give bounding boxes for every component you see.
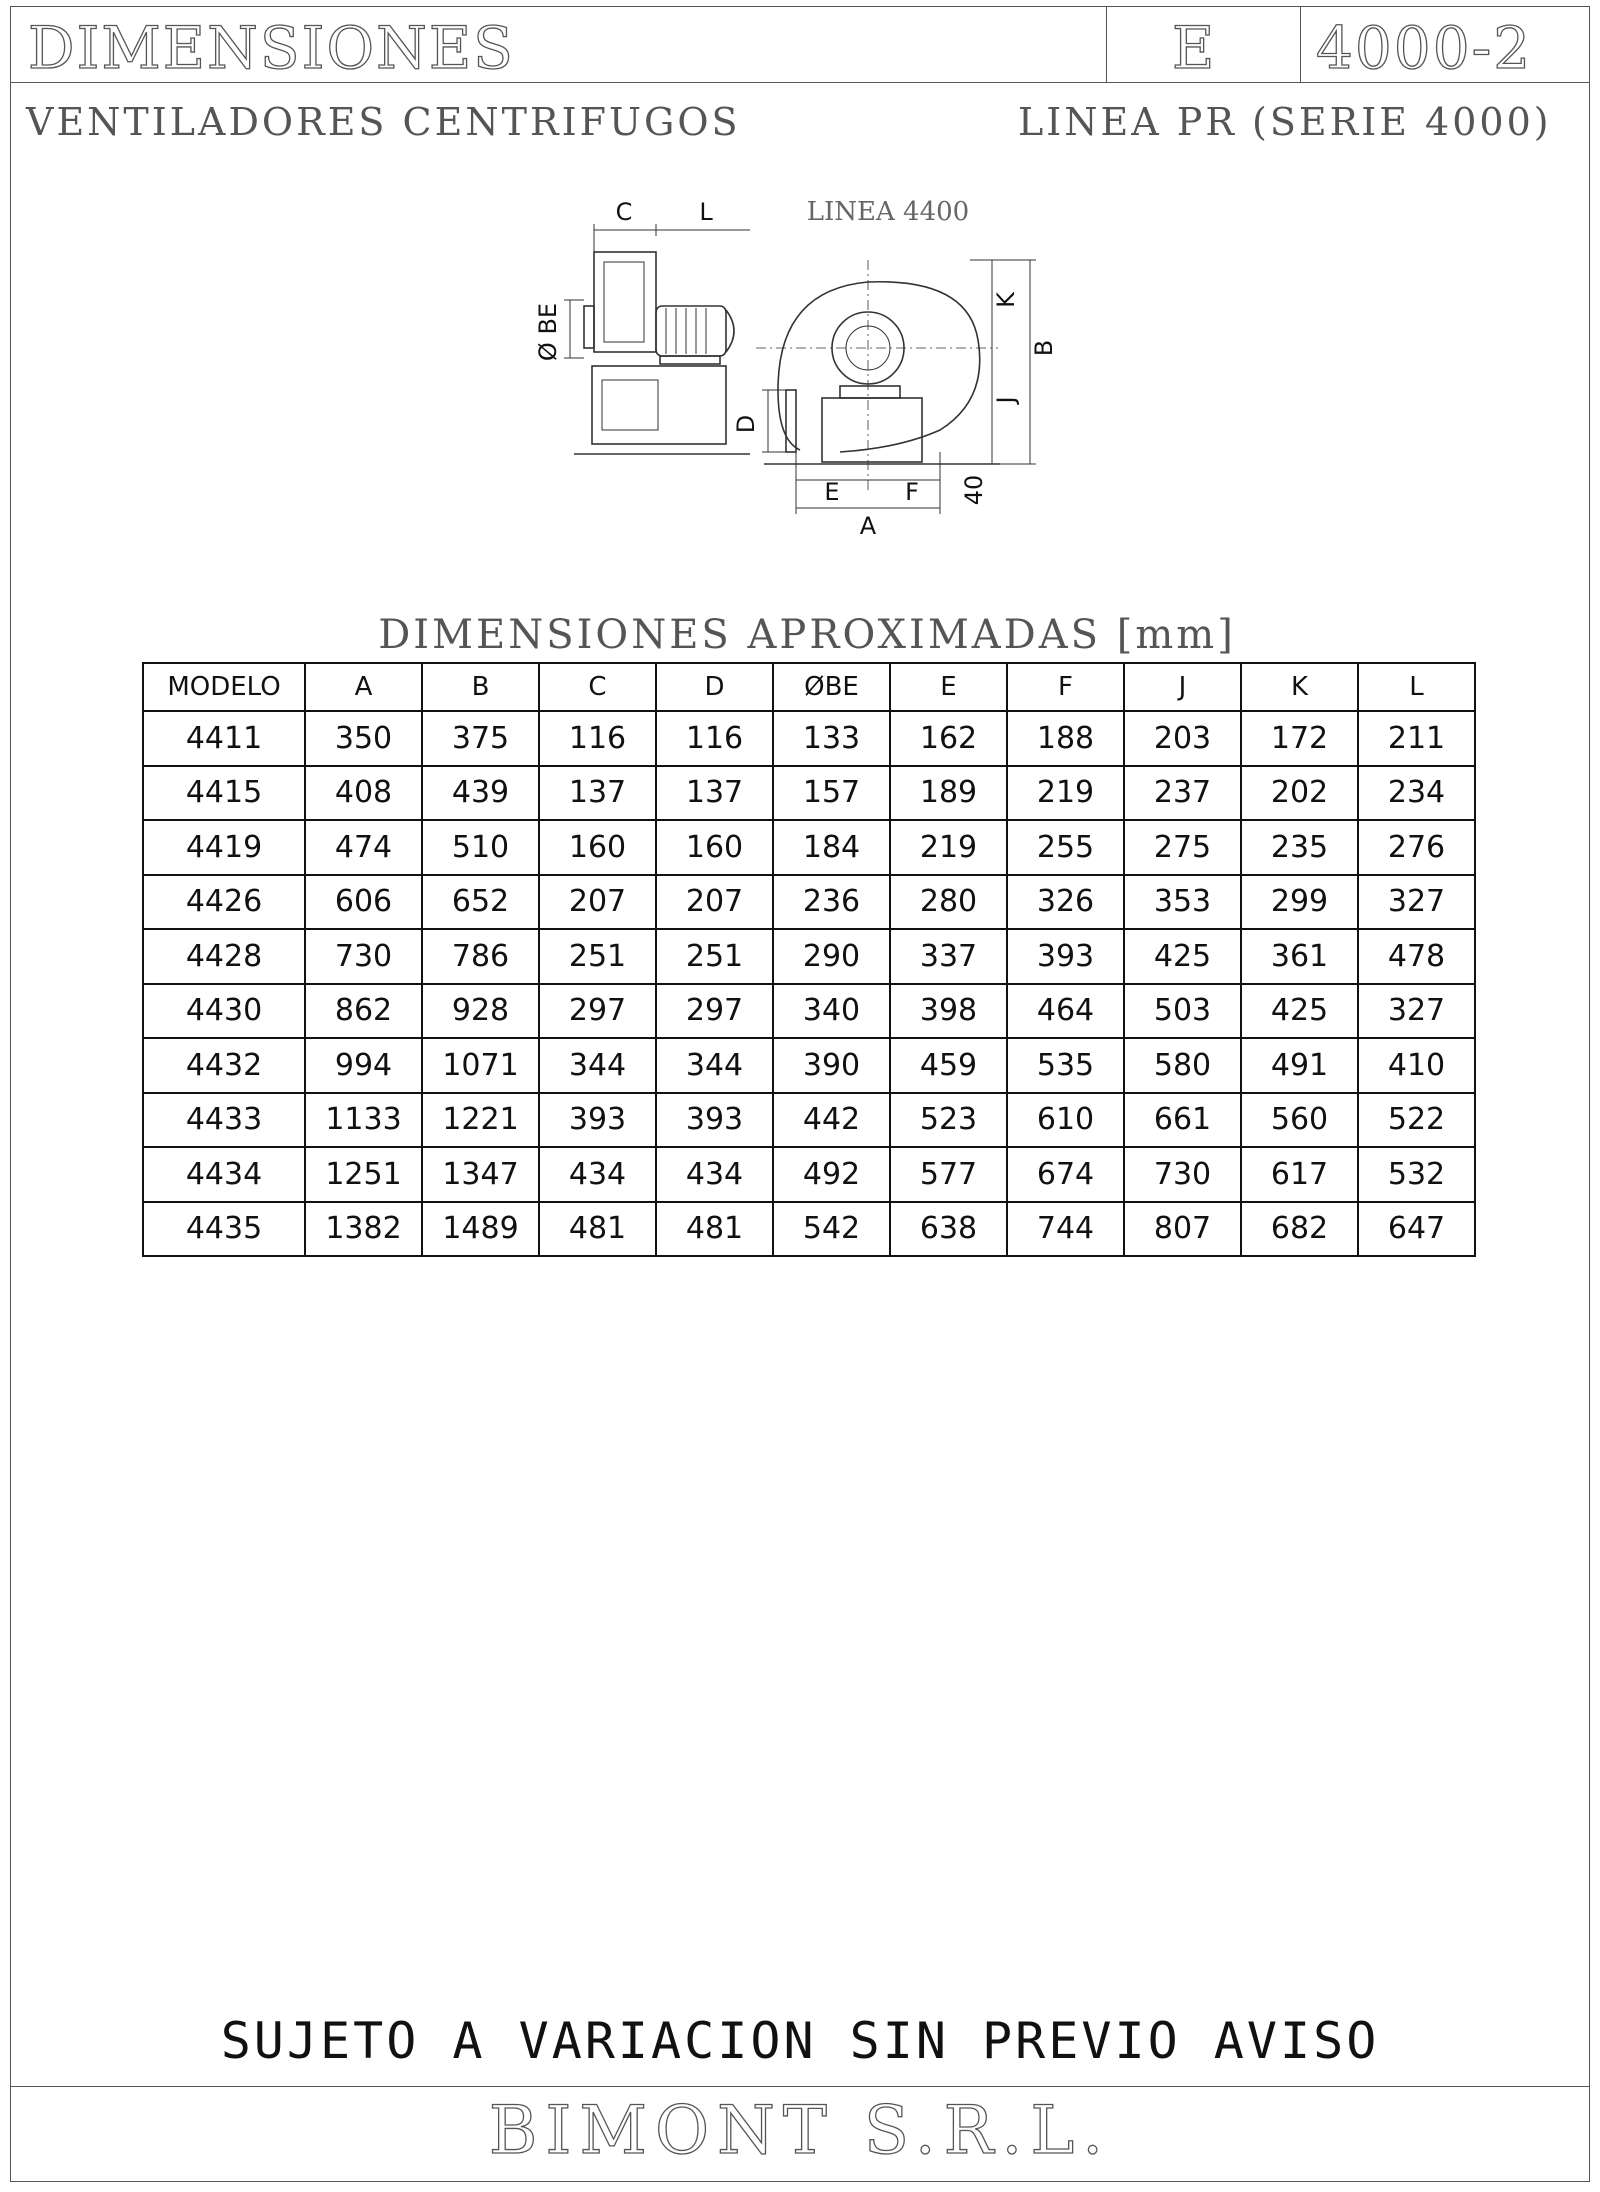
dimension-cell: 116 [656, 711, 773, 766]
dimension-cell: 862 [305, 984, 422, 1039]
disclaimer-notice: SUJETO A VARIACION SIN PREVIO AVISO [220, 2012, 1380, 2070]
dimension-cell: 219 [890, 820, 1007, 875]
dimension-cell: 344 [539, 1038, 656, 1093]
dimension-cell: 410 [1358, 1038, 1475, 1093]
title-divider-vertical [1300, 6, 1301, 82]
model-cell: 4426 [143, 875, 305, 930]
dimension-cell: 522 [1358, 1093, 1475, 1148]
dimension-cell: 290 [773, 929, 890, 984]
dimension-cell: 503 [1124, 984, 1241, 1039]
dimension-cell: 1133 [305, 1093, 422, 1148]
dimension-cell: 1347 [422, 1147, 539, 1202]
column-header-d: D [656, 663, 773, 711]
table-row [143, 1093, 1475, 1148]
dimension-cell: 211 [1358, 711, 1475, 766]
table-row [143, 1147, 1475, 1202]
column-header-obe: ØBE [773, 663, 890, 711]
model-cell: 4432 [143, 1038, 305, 1093]
dimension-cell: 459 [890, 1038, 1007, 1093]
dimension-cell: 398 [890, 984, 1007, 1039]
column-header-j: J [1124, 663, 1241, 711]
dimension-label-d: D [732, 414, 760, 434]
front-view-pedestal [822, 398, 922, 462]
model-cell: 4419 [143, 820, 305, 875]
table-row [143, 929, 1475, 984]
dimension-cell: 275 [1124, 820, 1241, 875]
dimension-cell: 652 [422, 875, 539, 930]
dimension-cell: 434 [656, 1147, 773, 1202]
product-category: VENTILADORES CENTRIFUGOS [26, 100, 741, 144]
dimension-cell: 439 [422, 766, 539, 821]
table-row [143, 820, 1475, 875]
page-title: DIMENSIONES [28, 14, 515, 82]
table-row [143, 711, 1475, 766]
table-row [143, 984, 1475, 1039]
model-cell: 4430 [143, 984, 305, 1039]
dimension-label-b: B [1030, 339, 1058, 357]
dimension-cell: 928 [422, 984, 539, 1039]
dimension-cell: 299 [1241, 875, 1358, 930]
dimension-label-obe: Ø BE [534, 302, 562, 362]
dimension-cell: 408 [305, 766, 422, 821]
dimension-cell: 137 [656, 766, 773, 821]
dimension-cell: 606 [305, 875, 422, 930]
dimension-cell: 189 [890, 766, 1007, 821]
dimension-cell: 116 [539, 711, 656, 766]
dimension-cell: 1382 [305, 1202, 422, 1257]
dimension-cell: 202 [1241, 766, 1358, 821]
dimension-cell: 425 [1241, 984, 1358, 1039]
column-header-k: K [1241, 663, 1358, 711]
dimension-label-k: K [992, 292, 1020, 308]
side-view-inlet-flange [584, 306, 594, 348]
dimension-label-a: A [859, 512, 877, 540]
dimension-cell: 474 [305, 820, 422, 875]
dimension-label-f: F [905, 478, 919, 506]
dimension-cell: 337 [890, 929, 1007, 984]
dimension-cell: 236 [773, 875, 890, 930]
dimension-cell: 327 [1358, 984, 1475, 1039]
model-cell: 4433 [143, 1093, 305, 1148]
column-header-b: B [422, 663, 539, 711]
dimension-cell: 730 [305, 929, 422, 984]
dimension-cell: 393 [1007, 929, 1124, 984]
dimension-cell: 638 [890, 1202, 1007, 1257]
dimension-cell: 297 [656, 984, 773, 1039]
side-view-housing [594, 252, 656, 352]
dimension-cell: 481 [656, 1202, 773, 1257]
dimension-cell: 647 [1358, 1202, 1475, 1257]
dimension-cell: 744 [1007, 1202, 1124, 1257]
dimension-cell: 786 [422, 929, 539, 984]
dimension-cell: 730 [1124, 1147, 1241, 1202]
footer-divider [10, 2086, 1590, 2087]
dimension-cell: 133 [773, 711, 890, 766]
dimension-cell: 160 [656, 820, 773, 875]
title-divider [10, 82, 1590, 83]
dimension-cell: 1489 [422, 1202, 539, 1257]
dimension-cell: 235 [1241, 820, 1358, 875]
dimension-label-l: L [699, 198, 713, 226]
dimension-label-e: E [824, 478, 840, 506]
dimension-cell: 184 [773, 820, 890, 875]
dimension-cell: 617 [1241, 1147, 1358, 1202]
dimension-cell: 393 [539, 1093, 656, 1148]
dimension-cell: 491 [1241, 1038, 1358, 1093]
dimension-cell: 577 [890, 1147, 1007, 1202]
title-divider-vertical [1106, 6, 1107, 82]
fan-dimension-drawing [520, 190, 1120, 550]
dimension-label-j: J [992, 396, 1020, 404]
product-line: LINEA PR (SERIE 4000) [1018, 100, 1552, 144]
dimension-cell: 994 [305, 1038, 422, 1093]
dimension-cell: 390 [773, 1038, 890, 1093]
dimension-cell: 251 [656, 929, 773, 984]
dimensions-table [142, 662, 1476, 1257]
dimension-cell: 481 [539, 1202, 656, 1257]
dimension-cell: 610 [1007, 1093, 1124, 1148]
column-header-l: L [1358, 663, 1475, 711]
side-view-motor-feet [660, 356, 720, 364]
table-header-row [143, 663, 1475, 711]
dimension-cell: 1251 [305, 1147, 422, 1202]
model-cell: 4435 [143, 1202, 305, 1257]
dimension-cell: 340 [773, 984, 890, 1039]
dimension-cell: 807 [1124, 1202, 1241, 1257]
dimension-cell: 344 [656, 1038, 773, 1093]
dimension-cell: 207 [539, 875, 656, 930]
dimension-cell: 682 [1241, 1202, 1358, 1257]
dimension-cell: 157 [773, 766, 890, 821]
side-view-base-window [602, 380, 658, 430]
front-view-motor-mount [840, 386, 900, 398]
column-header-a: A [305, 663, 422, 711]
dimension-cell: 207 [656, 875, 773, 930]
dimension-cell: 203 [1124, 711, 1241, 766]
dimension-label-c: C [615, 198, 633, 226]
dimension-label-40: 40 [960, 474, 988, 506]
dimension-cell: 442 [773, 1093, 890, 1148]
table-row [143, 875, 1475, 930]
side-view-motor-end [726, 310, 734, 352]
dimension-cell: 361 [1241, 929, 1358, 984]
dimension-cell: 674 [1007, 1147, 1124, 1202]
table-caption: DIMENSIONES APROXIMADAS [mm] [378, 612, 1236, 658]
model-cell: 4411 [143, 711, 305, 766]
company-name: BIMONT S.R.L. [488, 2092, 1112, 2169]
dimension-cell: 160 [539, 820, 656, 875]
dimension-cell: 393 [656, 1093, 773, 1148]
sheet-letter: E [1172, 14, 1217, 82]
side-view-housing-inner [604, 262, 644, 342]
model-cell: 4434 [143, 1147, 305, 1202]
dimension-cell: 560 [1241, 1093, 1358, 1148]
table-row [143, 1202, 1475, 1257]
dimension-cell: 219 [1007, 766, 1124, 821]
dimension-cell: 297 [539, 984, 656, 1039]
dimension-cell: 276 [1358, 820, 1475, 875]
table-row [143, 1038, 1475, 1093]
dimension-cell: 251 [539, 929, 656, 984]
dimension-cell: 523 [890, 1093, 1007, 1148]
column-header-modelo: MODELO [143, 663, 305, 711]
dimension-cell: 172 [1241, 711, 1358, 766]
dimension-cell: 234 [1358, 766, 1475, 821]
dimension-cell: 535 [1007, 1038, 1124, 1093]
dimension-cell: 580 [1124, 1038, 1241, 1093]
dimension-cell: 162 [890, 711, 1007, 766]
dimension-cell: 353 [1124, 875, 1241, 930]
dimension-cell: 188 [1007, 711, 1124, 766]
dimension-cell: 375 [422, 711, 539, 766]
model-cell: 4428 [143, 929, 305, 984]
dimension-cell: 280 [890, 875, 1007, 930]
dimension-cell: 434 [539, 1147, 656, 1202]
dimension-cell: 532 [1358, 1147, 1475, 1202]
dimension-cell: 237 [1124, 766, 1241, 821]
dimension-cell: 350 [305, 711, 422, 766]
column-header-c: C [539, 663, 656, 711]
side-view-base [592, 366, 726, 444]
dimension-cell: 137 [539, 766, 656, 821]
column-header-e: E [890, 663, 1007, 711]
dimension-cell: 542 [773, 1202, 890, 1257]
dimension-cell: 492 [773, 1147, 890, 1202]
table-row [143, 766, 1475, 821]
dimension-cell: 1071 [422, 1038, 539, 1093]
dimension-cell: 327 [1358, 875, 1475, 930]
column-header-f: F [1007, 663, 1124, 711]
model-cell: 4415 [143, 766, 305, 821]
dimension-cell: 464 [1007, 984, 1124, 1039]
line-label: LINEA 4400 [806, 197, 970, 227]
sheet-code: 4000-2 [1316, 14, 1533, 82]
dimension-cell: 510 [422, 820, 539, 875]
dimension-cell: 425 [1124, 929, 1241, 984]
dimension-cell: 255 [1007, 820, 1124, 875]
dimension-cell: 326 [1007, 875, 1124, 930]
dimension-cell: 661 [1124, 1093, 1241, 1148]
dimension-cell: 478 [1358, 929, 1475, 984]
dimension-cell: 1221 [422, 1093, 539, 1148]
